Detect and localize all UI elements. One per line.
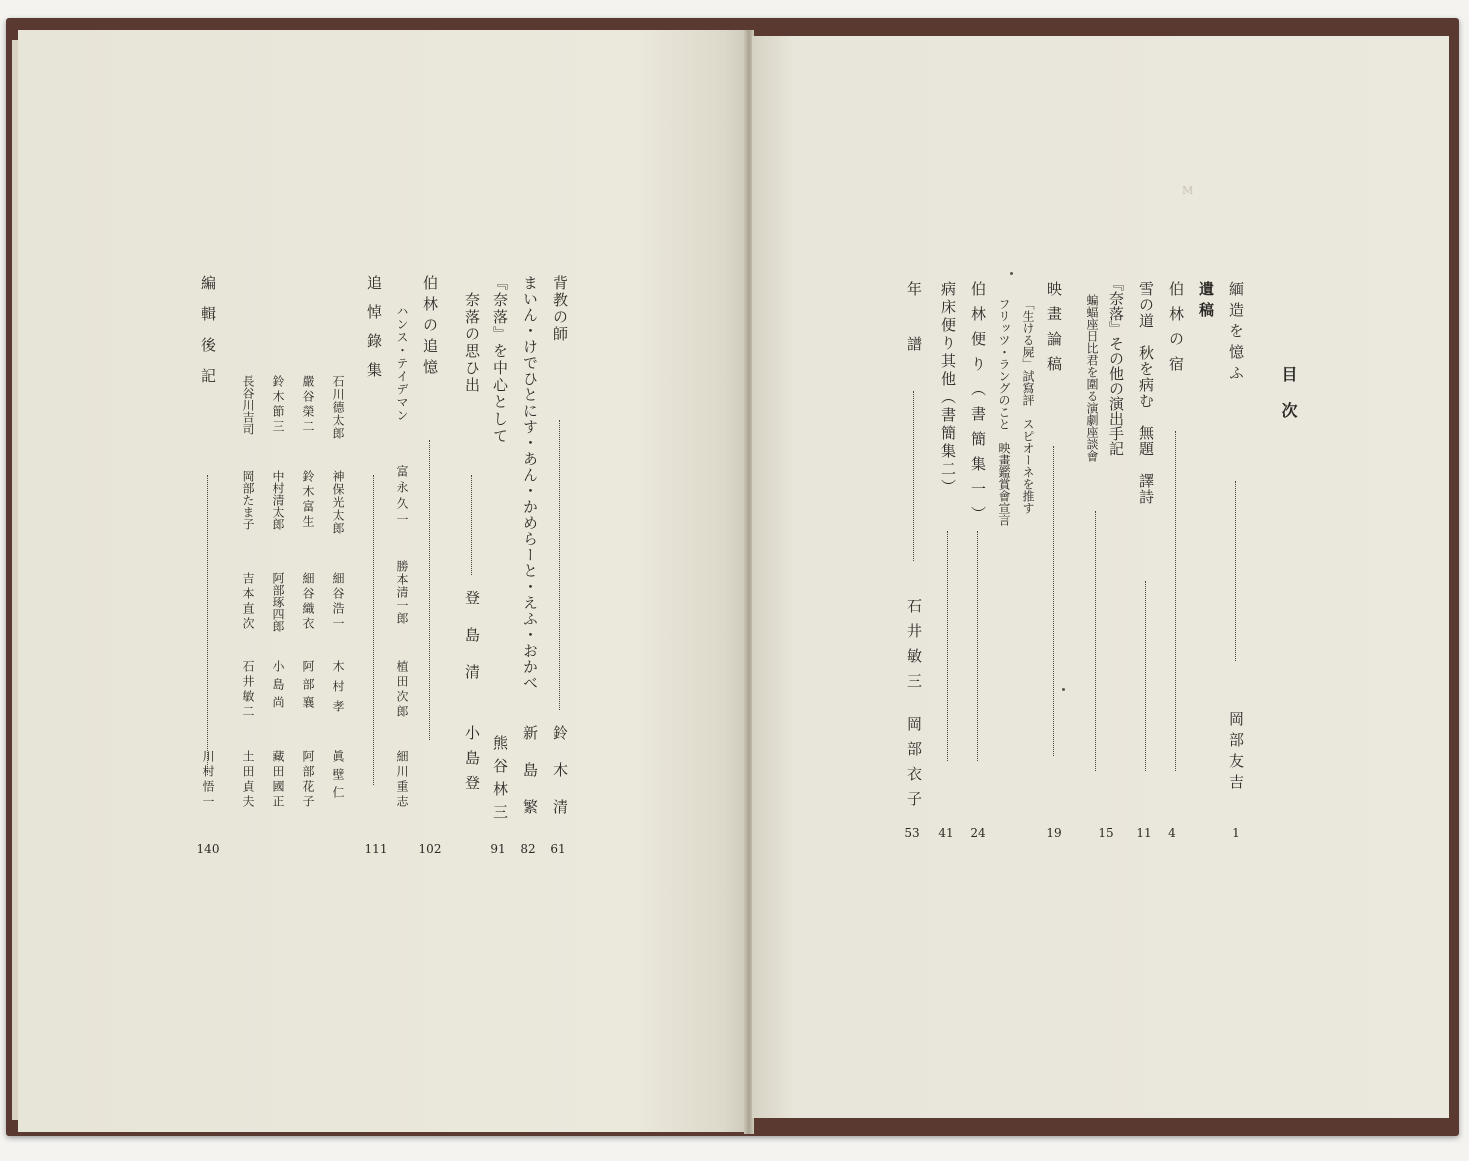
contributor-name: 木村孝 <box>331 660 345 720</box>
faint-mark: M <box>1182 184 1194 197</box>
page-number: 1 <box>1232 826 1240 840</box>
toc-title: 追悼錄集 <box>365 275 383 391</box>
toc-author: 植田次郎 <box>395 660 409 720</box>
toc-title: 伯林の宿 <box>1167 281 1185 381</box>
toc-title: 映畫論稿 <box>1045 281 1063 381</box>
toc-author: 登島清 <box>463 590 481 701</box>
contributor-name: 長谷川吉司 <box>241 375 255 435</box>
leader-dots <box>1053 446 1054 756</box>
leader-dots <box>1145 581 1146 771</box>
toc-subtitle: フリッツ・ラングのこと 映畫鑑賞會宣言 <box>997 298 1011 526</box>
toc-title: 伯林の追憶 <box>421 275 439 380</box>
leader-dots <box>373 475 374 785</box>
toc-title: 年譜 <box>905 281 923 391</box>
bullet-dot <box>1010 272 1013 275</box>
toc-subtitle: 「生ける屍」試寫評 スピオーネを推す <box>1021 298 1035 514</box>
toc-title: まいん・けでひとにす・あん・かめらーと・えふ・おかべ <box>521 275 539 691</box>
page-number: 111 <box>364 842 388 856</box>
leader-dots <box>1175 431 1176 771</box>
leader-dots <box>913 391 914 561</box>
leader-dots <box>977 531 978 761</box>
page-number: 15 <box>1098 826 1114 840</box>
toc-title: 背教の師 <box>551 275 569 343</box>
toc-title: 伯林便り（書簡集一） <box>969 281 987 531</box>
leader-dots <box>947 531 948 761</box>
contributor-name: 眞壁仁 <box>331 750 345 804</box>
contributor-name: 阿部襄 <box>301 660 315 714</box>
leader-dots <box>207 475 208 775</box>
leader-dots <box>559 420 560 710</box>
contributor-name: 石井敏二 <box>241 660 255 720</box>
contributor-name: 土田貞夫 <box>241 750 255 810</box>
contributor-name: 石川德太郎 <box>331 375 345 440</box>
toc-author: 富永久一 <box>395 465 409 529</box>
toc-title: 緬造を憶ふ <box>1227 281 1245 386</box>
contributor-name: 中村清太郎 <box>271 470 285 530</box>
page-number: 91 <box>490 842 506 856</box>
contributor-name: 細谷織衣 <box>301 572 315 632</box>
toc-author: 鈴木清 <box>551 725 569 836</box>
page-number: 4 <box>1168 826 1176 840</box>
leader-dots <box>1095 511 1096 771</box>
toc-author: 石井敏三 <box>905 598 923 698</box>
toc-author: 細川重志 <box>395 750 409 810</box>
contributor-name: 阿部琢四郎 <box>271 572 285 632</box>
page-number: 11 <box>1136 826 1152 840</box>
page-number: 140 <box>196 842 220 856</box>
page-number: 53 <box>904 826 920 840</box>
bullet-dot <box>1062 688 1065 691</box>
contributor-name: 嚴谷榮二 <box>301 375 315 435</box>
page-number: 41 <box>938 826 954 840</box>
toc-subtitle: 蝙蝠座日比君を圍る演劇座談會 <box>1085 294 1099 462</box>
toc-author: 岡部友吉 <box>1227 711 1245 795</box>
right-page <box>752 36 1449 1118</box>
page-number: 61 <box>550 842 566 856</box>
contributor-name: 小島尚 <box>271 660 285 714</box>
contributor-name: 鈴木節三 <box>271 375 285 435</box>
contributor-name: 阿部花子 <box>301 750 315 810</box>
toc-author: 勝本清一郎 <box>395 560 409 625</box>
page-number: 102 <box>418 842 442 856</box>
toc-title: 奈落の思ひ出 <box>463 292 481 394</box>
toc-title: 編輯後記 <box>199 275 217 399</box>
toc-section-heading: 遺稿 <box>1197 281 1215 323</box>
contributor-name: 神保光太郎 <box>331 470 345 535</box>
toc-author: 岡部衣子 <box>905 716 923 816</box>
toc-title: 雪の道 秋を病む 無題 譯詩 <box>1137 281 1155 505</box>
page-number: 24 <box>970 826 986 840</box>
contributor-name: 鈴木富生 <box>301 470 315 530</box>
toc-title: 病床便り其他（書簡集二） <box>939 281 957 497</box>
toc-author: 小島登 <box>463 725 481 800</box>
page-number: 19 <box>1046 826 1062 840</box>
page-number: 82 <box>520 842 536 856</box>
toc-subtitle: ハンス・テイデマン <box>395 305 409 422</box>
left-page <box>18 30 746 1132</box>
toc-title: 『奈落』を中心として <box>491 275 509 445</box>
toc-author: 川村悟一 <box>201 750 215 810</box>
toc-author: 新島繁 <box>521 725 539 836</box>
contributor-name: 細谷浩一 <box>331 572 345 632</box>
toc-heading: 目次 <box>1279 366 1298 438</box>
contributor-name: 藏田國正 <box>271 750 285 810</box>
contributor-name: 吉本直次 <box>241 572 255 632</box>
contributor-name: 岡部たま子 <box>241 470 255 530</box>
toc-title: 『奈落』その他の演出手記 <box>1107 276 1125 456</box>
leader-dots <box>1235 481 1236 661</box>
leader-dots <box>471 475 472 575</box>
leader-dots <box>429 440 430 740</box>
toc-author: 熊谷林三 <box>491 735 509 827</box>
